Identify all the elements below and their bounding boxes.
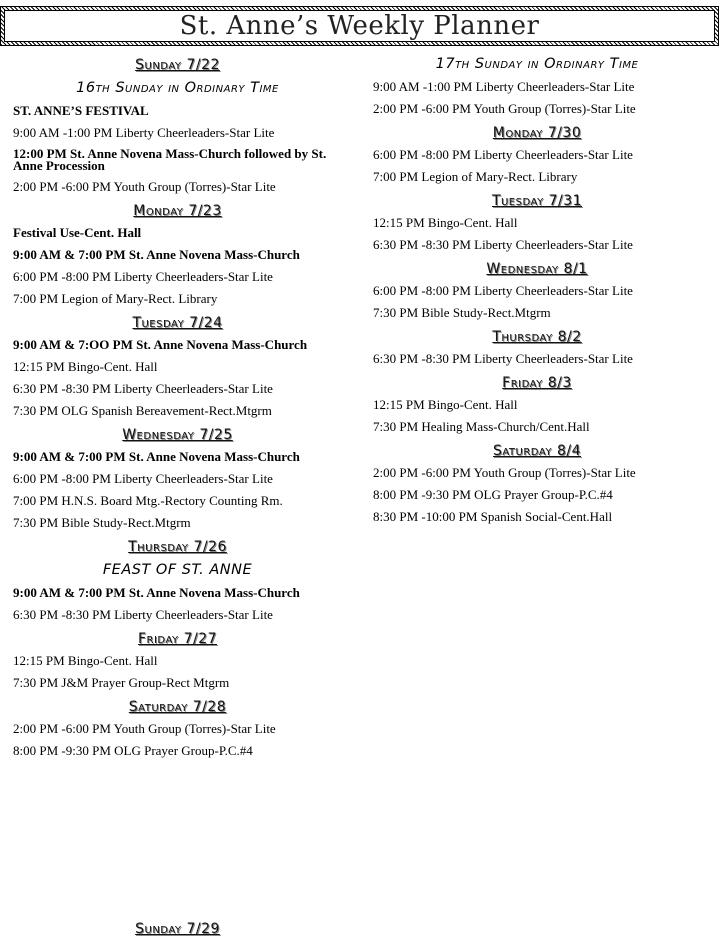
schedule-entry: 6:00 PM -8:00 PM Liberty Cheerleaders-Star Lite bbox=[13, 471, 273, 486]
schedule-entry: 12:15 PM Bingo-Cent. Hall bbox=[373, 215, 518, 230]
day-heading: Monday 7/30 bbox=[492, 125, 582, 141]
schedule-entry-bold: Festival Use-Cent. Hall bbox=[13, 225, 142, 240]
schedule-entry: 7:30 PM Healing Mass-Church/Cent.Hall bbox=[373, 419, 590, 434]
schedule-entry-bold: 9:00 AM & 7:00 PM St. Anne Novena Mass-Church bbox=[13, 449, 300, 464]
schedule-entry: 6:00 PM -8:00 PM Liberty Cheerleaders-Star Lite bbox=[373, 147, 633, 162]
day-heading: Sunday 7/22 bbox=[135, 57, 220, 73]
schedule-entry: 6:30 PM -8:30 PM Liberty Cheerleaders-Star Lite bbox=[13, 607, 273, 622]
schedule-entry: 8:00 PM -9:30 PM OLG Prayer Group-P.C.#4 bbox=[13, 743, 253, 758]
schedule-entry: 12:15 PM Bingo-Cent. Hall bbox=[373, 397, 518, 412]
liturgical-heading: FEAST OF ST. ANNE bbox=[102, 562, 253, 578]
schedule-entry: 6:30 PM -8:30 PM Liberty Cheerleaders-Star Lite bbox=[13, 381, 273, 396]
schedule-entry: 9:00 AM -1:00 PM Liberty Cheerleaders-Star Lite bbox=[13, 125, 275, 140]
schedule-entry: 7:00 PM H.N.S. Board Mtg.-Rectory Counting Rm. bbox=[13, 493, 283, 508]
day-heading: Saturday 8/4 bbox=[492, 443, 581, 459]
day-heading: Tuesday 7/31 bbox=[491, 193, 583, 209]
day-heading: Thursday 7/26 bbox=[128, 539, 227, 555]
schedule-entry: 6:00 PM -8:00 PM Liberty Cheerleaders-Star Lite bbox=[13, 269, 273, 284]
schedule-entry-bold: ST. ANNE’S FESTIVAL bbox=[13, 103, 149, 118]
schedule-entry: 12:15 PM Bingo-Cent. Hall bbox=[13, 653, 158, 668]
liturgical-heading: 17th Sunday in Ordinary Time bbox=[435, 56, 639, 72]
day-heading-sunday-7-29: Sunday 7/29 bbox=[135, 921, 220, 937]
schedule-entry: 12:15 PM Bingo-Cent. Hall bbox=[13, 359, 158, 374]
schedule-entry: 7:30 PM J&M Prayer Group-Rect Mtgrm bbox=[13, 675, 230, 690]
right-column bbox=[362, 52, 712, 528]
schedule-entry: 2:00 PM -6:00 PM Youth Group (Torres)-Star Lite bbox=[13, 179, 276, 194]
schedule-entry: 8:00 PM -9:30 PM OLG Prayer Group-P.C.#4 bbox=[373, 487, 613, 502]
day-heading: Wednesday 8/1 bbox=[486, 261, 588, 277]
title-frame bbox=[4, 10, 715, 42]
liturgical-heading: 16th Sunday in Ordinary Time bbox=[76, 80, 279, 96]
day-heading: Friday 7/27 bbox=[137, 631, 218, 647]
day-heading: Tuesday 7/24 bbox=[132, 315, 223, 331]
schedule-entry: 2:00 PM -6:00 PM Youth Group (Torres)-Star Lite bbox=[13, 721, 276, 736]
day-heading: Monday 7/23 bbox=[133, 203, 222, 219]
day-heading: Saturday 7/28 bbox=[128, 699, 227, 715]
schedule-entry: 7:30 PM OLG Spanish Bereavement-Rect.Mtgrm bbox=[13, 403, 272, 418]
schedule-entry: 6:30 PM -8:30 PM Liberty Cheerleaders-Star Lite bbox=[373, 351, 633, 366]
schedule-entry-bold: 9:00 AM & 7:00 PM St. Anne Novena Mass-Church bbox=[13, 585, 300, 600]
schedule-entry: 7:00 PM Legion of Mary-Rect. Library bbox=[13, 291, 218, 306]
schedule-entry: 2:00 PM -6:00 PM Youth Group (Torres)-Star Lite bbox=[373, 465, 636, 480]
schedule-entry: 6:30 PM -8:30 PM Liberty Cheerleaders-Star Lite bbox=[373, 237, 633, 252]
schedule-entry: 9:00 AM -1:00 PM Liberty Cheerleaders-Star Lite bbox=[373, 79, 635, 94]
day-heading: Wednesday 7/25 bbox=[122, 427, 233, 443]
day-heading: Thursday 8/2 bbox=[492, 329, 582, 345]
schedule-entry-bold: 9:00 AM & 7:OO PM St. Anne Novena Mass-Church bbox=[13, 337, 308, 352]
day-heading: Friday 8/3 bbox=[502, 375, 572, 391]
schedule-entry-bold: 9:00 AM & 7:00 PM St. Anne Novena Mass-Church bbox=[13, 247, 300, 262]
schedule-entry: 2:00 PM -6:00 PM Youth Group (Torres)-Star Lite bbox=[373, 101, 636, 116]
title-banner bbox=[0, 6, 719, 46]
schedule-entry: 6:00 PM -8:00 PM Liberty Cheerleaders-Star Lite bbox=[373, 283, 633, 298]
page-title: St. Anne’s Weekly Planner bbox=[179, 11, 540, 41]
schedule-entry: 7:00 PM Legion of Mary-Rect. Library bbox=[373, 169, 578, 184]
schedule-entry-bold: 12:00 PM St. Anne Novena Mass-Church followed by St. Anne Procession bbox=[13, 146, 327, 173]
schedule-entry: 8:30 PM -10:00 PM Spanish Social-Cent.Hall bbox=[373, 509, 613, 524]
left-column bbox=[0, 52, 355, 762]
schedule-entry: 7:30 PM Bible Study-Rect.Mtgrm bbox=[373, 305, 551, 320]
schedule-entry: 7:30 PM Bible Study-Rect.Mtgrm bbox=[13, 515, 191, 530]
